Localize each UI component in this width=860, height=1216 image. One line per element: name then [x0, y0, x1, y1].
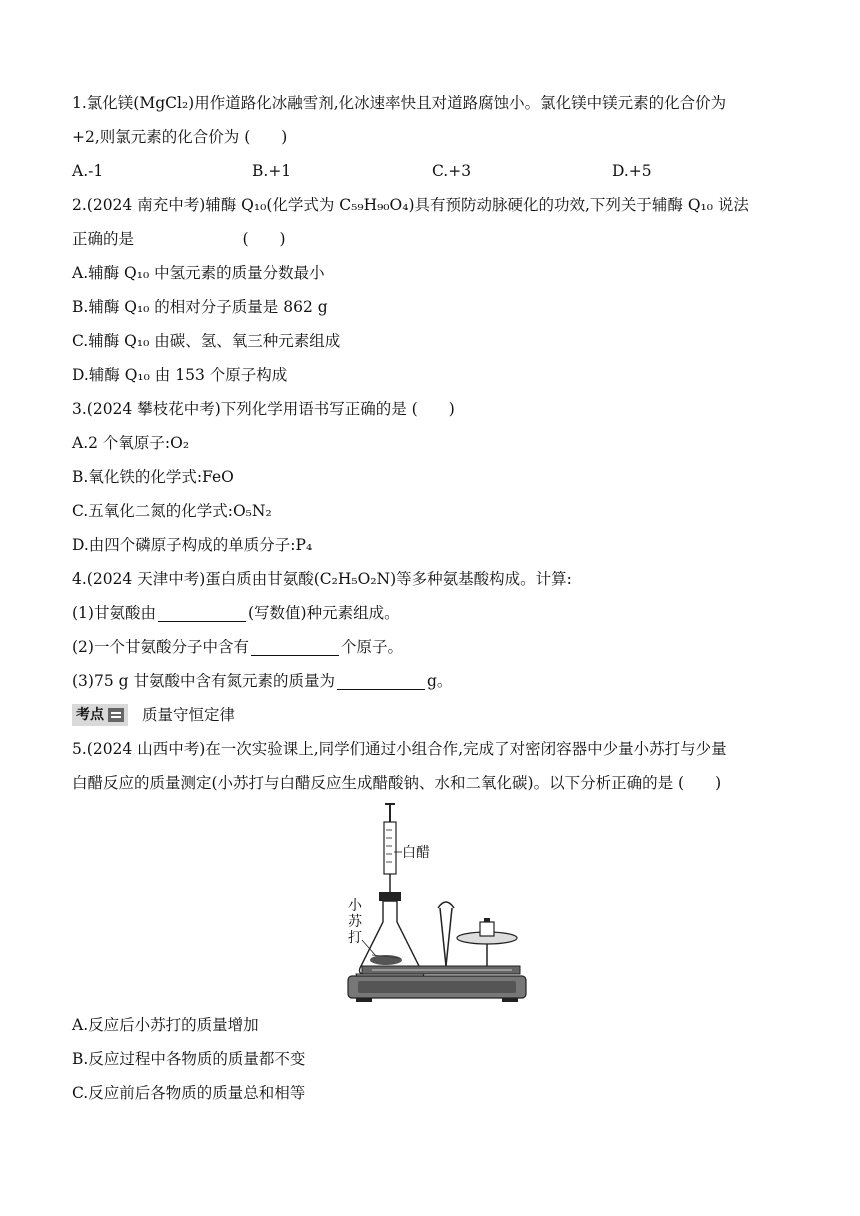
- vinegar-label: 白醋: [402, 845, 430, 861]
- soda-label-2: 苏: [348, 914, 362, 930]
- q5-option-a: A.反应后小苏打的质量增加: [72, 1016, 259, 1034]
- q2-stem-line-2: 正确的是 ( ): [72, 230, 286, 248]
- soda-label-3: 打: [348, 930, 362, 946]
- q4-part-3-pre: (3)75 g 甘氨酸中含有氮元素的质量为: [72, 672, 335, 690]
- list-icon: [108, 708, 124, 722]
- q3-option-c: C.五氧化二氮的化学式:O₅N₂: [72, 502, 272, 520]
- soda-label-1: 小: [348, 898, 362, 914]
- q5-stem-line-1: 5.(2024 山西中考)在一次实验课上,同学们通过小组合作,完成了对密闭容器中少量小苏打与少量: [72, 740, 727, 758]
- q4-part-2: [72, 630, 792, 664]
- q1-option-b: B.+1: [252, 162, 292, 180]
- q2-option-d: D.辅酶 Q₁₀ 由 153 个原子构成: [72, 366, 288, 384]
- section-badge-label: 考点: [76, 707, 104, 723]
- q2-option-b: B.辅酶 Q₁₀ 的相对分子质量是 862 g: [72, 298, 328, 316]
- worksheet-page: [72, 86, 792, 1110]
- q4-part-1: [72, 596, 792, 630]
- q3-stem: 3.(2024 攀枝花中考)下列化学用语书写正确的是 ( ): [72, 400, 455, 418]
- q1-option-a: A.-1: [72, 162, 104, 180]
- q4-part-1-post: (写数值)种元素组成。: [247, 604, 400, 622]
- q3-option-d: D.由四个磷原子构成的单质分子:P₄: [72, 536, 313, 554]
- q4-stem: 4.(2024 天津中考)蛋白质由甘氨酸(C₂H₅O₂N)等多种氨基酸构成。计算:: [72, 570, 572, 588]
- q4-part-2-pre: (2)一个甘氨酸分子中含有: [72, 638, 249, 656]
- q4-part-1-pre: (1)甘氨酸由: [72, 604, 156, 622]
- q5-option-c: C.反应前后各物质的质量总和相等: [72, 1084, 306, 1102]
- q4-part-2-post: 个原子。: [340, 638, 403, 656]
- q2-option-a: A.辅酶 Q₁₀ 中氢元素的质量分数最小: [72, 264, 325, 282]
- q4-part-3: [72, 664, 792, 698]
- q4-part-2-blank[interactable]: [251, 635, 339, 656]
- q3-option-a: A.2 个氧原子:O₂: [72, 434, 190, 452]
- q4-part-3-post: g。: [426, 672, 453, 690]
- q2-stem-line-1: 2.(2024 南充中考)辅酶 Q₁₀(化学式为 C₅₉H₉₀O₄)具有预防动脉硬化的功效,下列关于辅酶 Q₁₀ 说法: [72, 196, 749, 214]
- q1-stem-line-1: 1.氯化镁(MgCl₂)用作道路化冰融雪剂,化冰速率快且对道路腐蚀小。氯化镁中镁元素的化合价为: [72, 94, 727, 112]
- q1-option-c: C.+3: [432, 162, 472, 180]
- q3-option-b: B.氧化铁的化学式:FeO: [72, 468, 234, 486]
- balance-diagram: [342, 800, 532, 1004]
- q1-options: [72, 154, 792, 188]
- q4-part-3-blank[interactable]: [337, 669, 425, 690]
- q5-stem-line-2: 白醋反应的质量测定(小苏打与白醋反应生成醋酸钠、水和二氧化碳)。以下分析正确的是 ( ): [72, 774, 722, 792]
- section-title: 质量守恒定律: [142, 706, 236, 724]
- section-header: [72, 698, 792, 732]
- section-badge: [72, 704, 128, 726]
- balance-experiment-figure: [72, 800, 792, 1008]
- q1-stem-line-2: +2,则氯元素的化合价为 ( ): [72, 128, 288, 146]
- q5-option-b: B.反应过程中各物质的质量都不变: [72, 1050, 306, 1068]
- q2-option-c: C.辅酶 Q₁₀ 由碳、氢、氧三种元素组成: [72, 332, 341, 350]
- q4-part-1-blank[interactable]: [158, 601, 246, 622]
- q1-option-d: D.+5: [612, 162, 652, 180]
